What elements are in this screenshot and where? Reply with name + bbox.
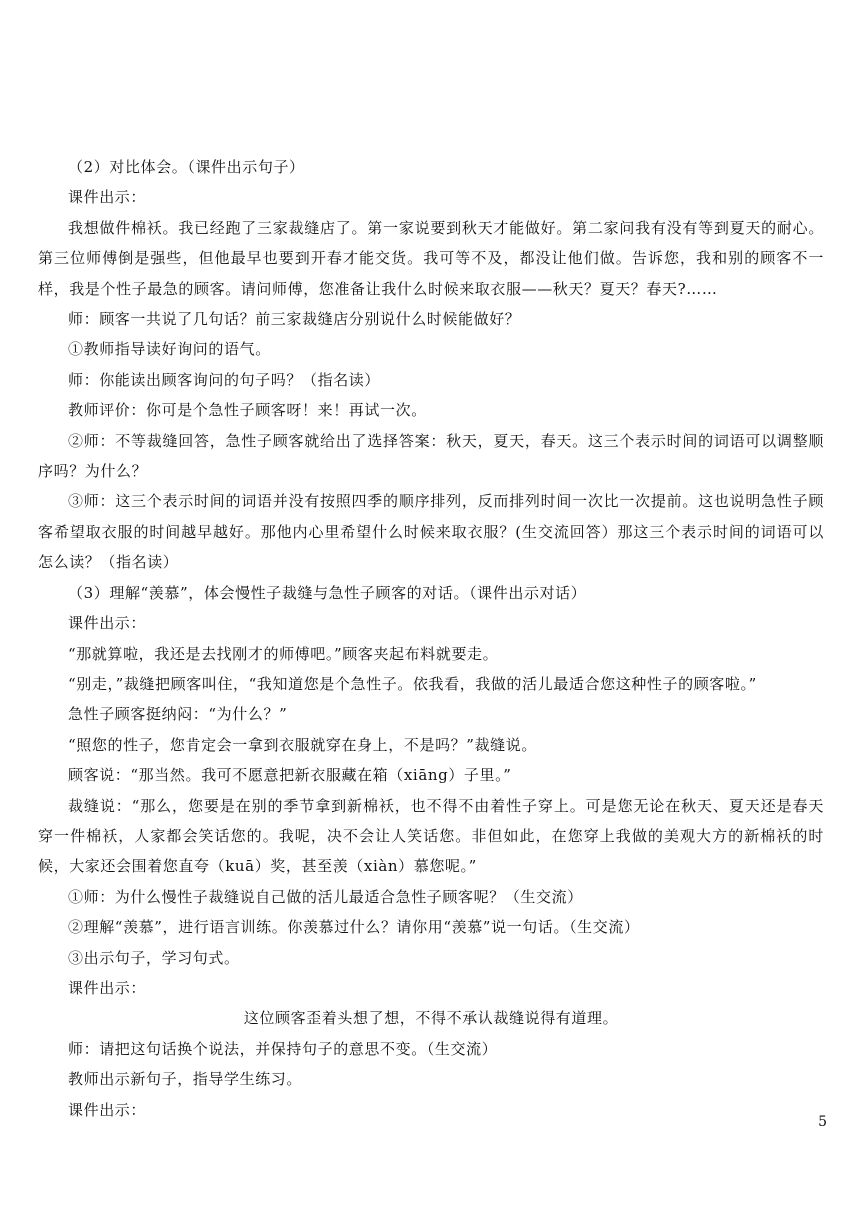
paragraph-courseware-label: 课件出示： [68,1100,147,1119]
paragraph-dialogue-line: “照您的性子，您肯定会一拿到衣服就穿在身上，不是吗？”裁缝说。 [68,735,537,754]
paragraph-step-3: ③出示句子，学习句式。 [68,948,240,967]
paragraph-dialogue-line: 顾客说：“那当然。我可不愿意把新衣服藏在箱（xiāng）子里。” [68,766,512,785]
paragraph-centered-sentence: 这位顾客歪着头想了想，不得不承认裁缝说得有道理。 [243,1009,619,1028]
document-body [38,152,824,1125]
page-number: 5 [818,1114,827,1130]
paragraph-step-1: ①教师指导读好询问的语气。 [68,340,271,359]
paragraph-teacher-rewrite: 师：请把这句话换个说法，并保持句子的意思不变。（生交流） [68,1039,498,1058]
paragraph-dialogue-line: 急性子顾客挺纳闷：“为什么？” [68,705,288,724]
paragraph-section-heading-3: （3）理解“羡慕”，体会慢性子裁缝与急性子顾客的对话。（课件出示对话） [68,583,587,602]
paragraph-teacher-reading: 师：你能读出顾客询问的句子吗？（指名读） [68,370,381,389]
paragraph-courseware-label: 课件出示： [68,614,147,633]
paragraph-courseware-label: 课件出示： [68,188,147,207]
paragraph-courseware-label: 课件出示： [68,978,147,997]
paragraph-dialogue-line: “别走，”裁缝把顾客叫住，“我知道您是个急性子。依我看，我做的活儿最适合您这种性子的顾客啦。” [68,674,757,693]
paragraph-step-2: ②师：不等裁缝回答，急性子顾客就给出了选择答案：秋天，夏天，春天。这三个表示时间的词语可以调整顺序吗？为什么？ [38,431,824,481]
paragraph-step-3: ③师：这三个表示时间的词语并没有按照四季的顺序排列，反而排列时间一次比一次提前。这也说明急性子顾客希望取衣服的时间越早越好。那他内心里希望什么时候来取衣服？(生交流回答）那这三个表示时间的词语可以怎么读？（指名读） [38,492,824,572]
paragraph-dialogue-line: “那就算啦，我还是去找刚才的师傅吧。”顾客夹起布料就要走。 [68,644,499,663]
paragraph-teacher-practice: 教师出示新句子，指导学生练习。 [68,1070,303,1089]
paragraph-step-2: ②理解“羡慕”，进行语言训练。你羡慕过什么？请你用“羡慕”说一句话。（生交流） [68,918,640,937]
paragraph-teacher-evaluation: 教师评价：你可是个急性子顾客呀！来！再试一次。 [68,401,427,420]
paragraph-section-heading-2: （2）对比体会。（课件出示句子） [68,158,305,176]
paragraph-step-1: ①师：为什么慢性子裁缝说自己做的活儿最适合急性子顾客呢？（生交流） [68,887,583,906]
paragraph-customer-quote: 我想做件棉袄。我已经跑了三家裁缝店了。第一家说要到秋天才能做好。第二家问我有没有等到夏天的耐心。第三位师傅倒是强些，但他最早也要到开春才能交货。我可等不及，都没让他们做。告诉您，我和别的顾客不一样，我是个性子最急的顾客。请问师傅，您准备让我什么时候来取衣服——秋天？夏天？春天?…… [38,218,824,298]
paragraph-tailor-speech: 裁缝说：“那么，您要是在别的季节拿到新棉袄，也不得不由着性子穿上。可是您无论在秋天、夏天还是春天穿一件棉袄，人家都会笑话您的。我呢，决不会让人笑话您。非但如此，在您穿上我做的美观大方的新棉袄的时候，大家还会围着您直夸（kuā）奖，甚至羡（xiàn）慕您呢。” [38,796,824,876]
paragraph-teacher-question: 师：顾客一共说了几句话？前三家裁缝店分别说什么时候能做好？ [68,310,521,329]
